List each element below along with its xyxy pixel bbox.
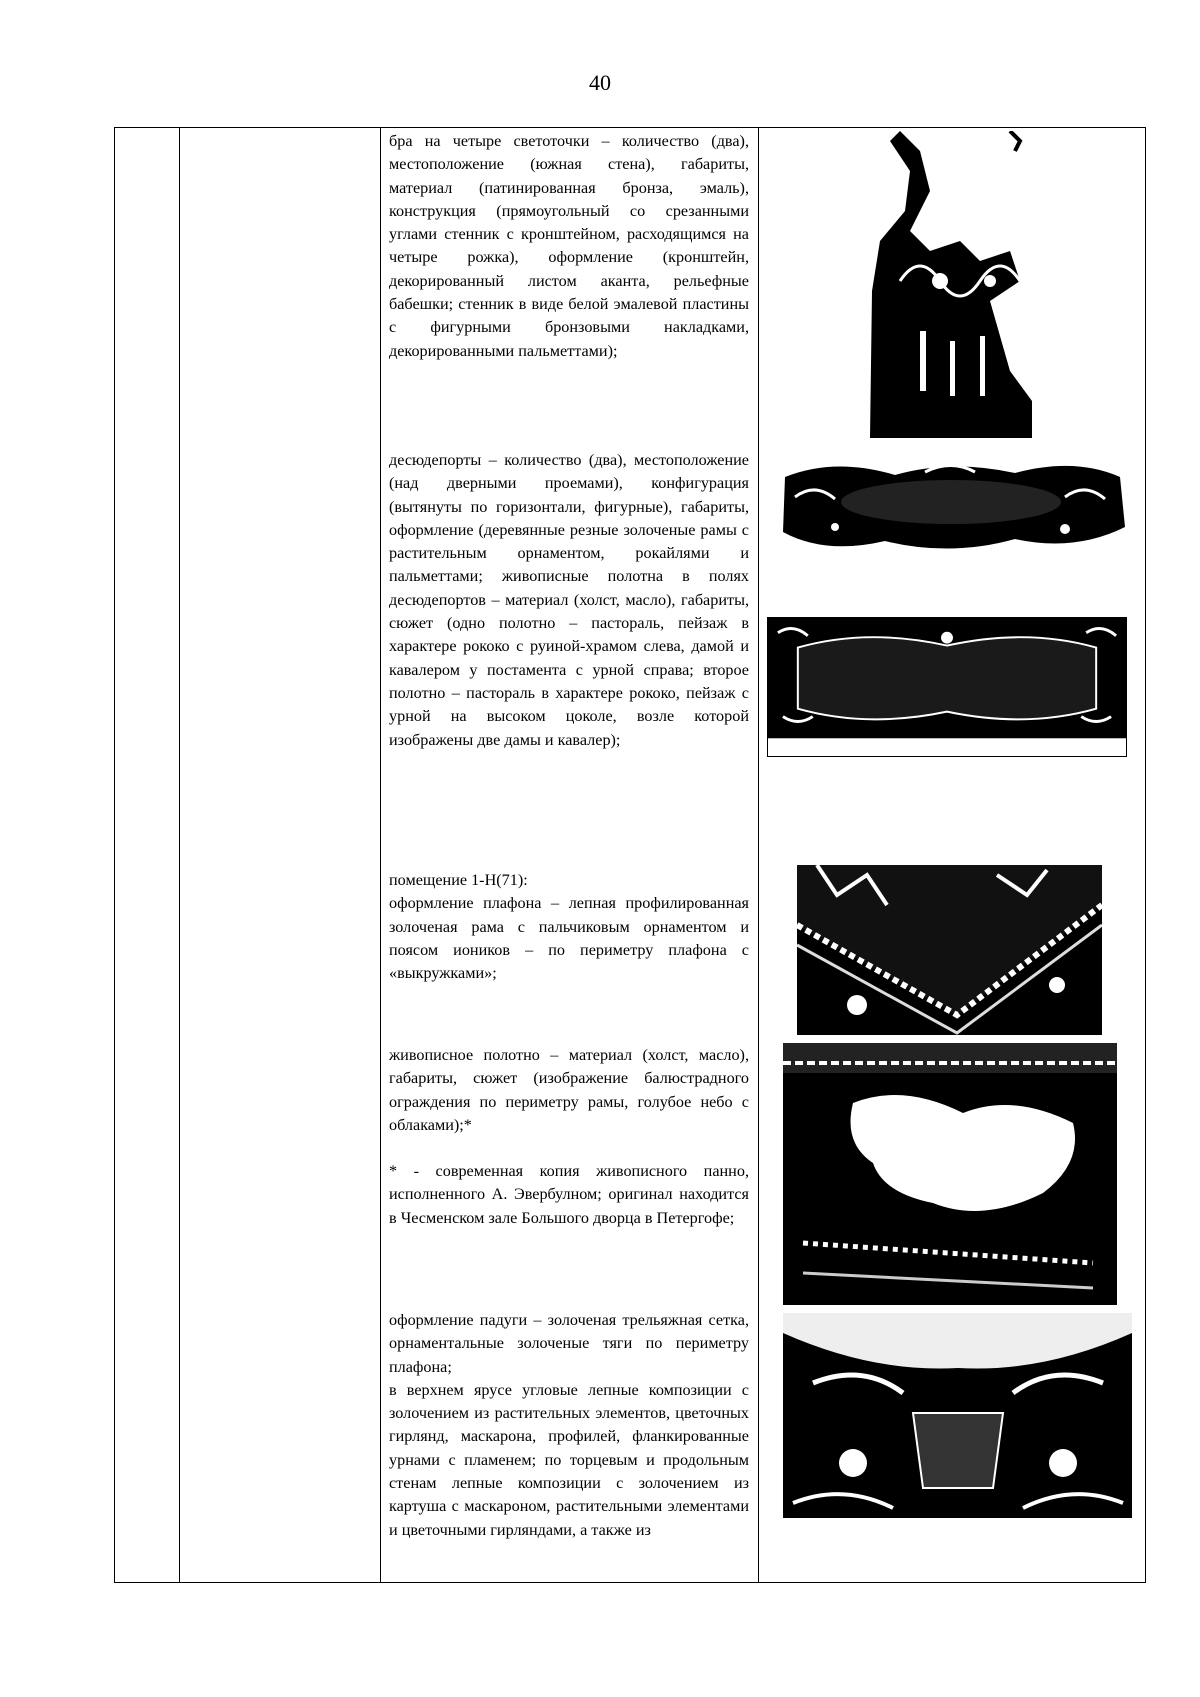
sconce-photo bbox=[870, 131, 1032, 438]
paragraph: десюдепорты – количество (два), местоположение (над дверными проемами), конфигурация (вытянуты по горизонтали, фигурные), габариты, оформление (деревянные резные золоченые рамы с растительным орнаментом, рокайлями и пальметтами; живописные полотна в полях десюдепортов – материал (холст, масло), габариты, сюжет (одно полотно – пастораль, пейзаж в характере рококо с руиной-храмом слева, дамой и кавалером у постамента с урной справа; второе полотно – пастораль в характере рококо, пейзаж с урной на высоком цоколе, возле которой изображены две дамы и кавалер); bbox=[389, 451, 749, 749]
room-description bbox=[389, 869, 749, 985]
page-number: 40 bbox=[589, 70, 611, 95]
column-divider bbox=[758, 128, 759, 1582]
column-divider bbox=[179, 128, 180, 1582]
room-heading: помещение 1-Н(71): bbox=[389, 871, 528, 889]
paragraph: оформление плафона – лепная профилированная золоченая рама с пальчиковым орнаментом и поясом иоников – по периметру плафона с «выкружками»; bbox=[389, 894, 749, 983]
spacer bbox=[389, 1137, 749, 1160]
paragraph: бра на четыре светоточки – количество (два), местоположение (южная стена), габариты, материал (патинированная бронза, эмаль), конструкция (прямоугольный со срезанными углами стенник с кронштейном, расходящимся на четыре рожка), оформление (кронштейн, декорированный листом аканта, рельефные бабешки; стенник в виде белой эмалевой пластины с фигурными бронзовыми накладками, декорированными пальметтами); bbox=[389, 132, 749, 360]
padugi-photo bbox=[783, 1313, 1132, 1518]
painting-description bbox=[389, 1044, 749, 1230]
column-divider bbox=[380, 128, 381, 1582]
ceiling-frame-photo bbox=[797, 865, 1102, 1035]
ceiling-painting-photo bbox=[783, 1043, 1117, 1305]
paragraph: в верхнем ярусе угловые лепные композиции с золочением из растительных элементов, цветочных гирлянд, маскарона, профилей, фланкированные урнами с пламенем; по торцевым и продольным стенам лепные композиции с золочением из картуша с маскароном, растительными элементами и цветочными гирляндами, а также из bbox=[389, 1380, 749, 1539]
overdoor-photo-1 bbox=[775, 457, 1127, 557]
sconce-description bbox=[389, 130, 749, 363]
paragraph: живописное полотно – материал (холст, масло), габариты, сюжет (изображение балюстрадного ограждения по периметру рамы, голубое небо с облаками);* bbox=[389, 1046, 749, 1134]
overdoor-photo-2 bbox=[767, 617, 1127, 757]
paragraph: оформление падуги – золоченая трельяжная сетка, орнаментальные золоченые тяги по периметру плафона; bbox=[389, 1311, 749, 1376]
footnote: * - современная копия живописного панно, исполненного А. Эвербулном; оригинал находится в Чесменском зале Большого дворца в Петергофе; bbox=[389, 1162, 749, 1227]
padugi-description bbox=[389, 1309, 749, 1542]
overdoor-description bbox=[389, 449, 749, 752]
